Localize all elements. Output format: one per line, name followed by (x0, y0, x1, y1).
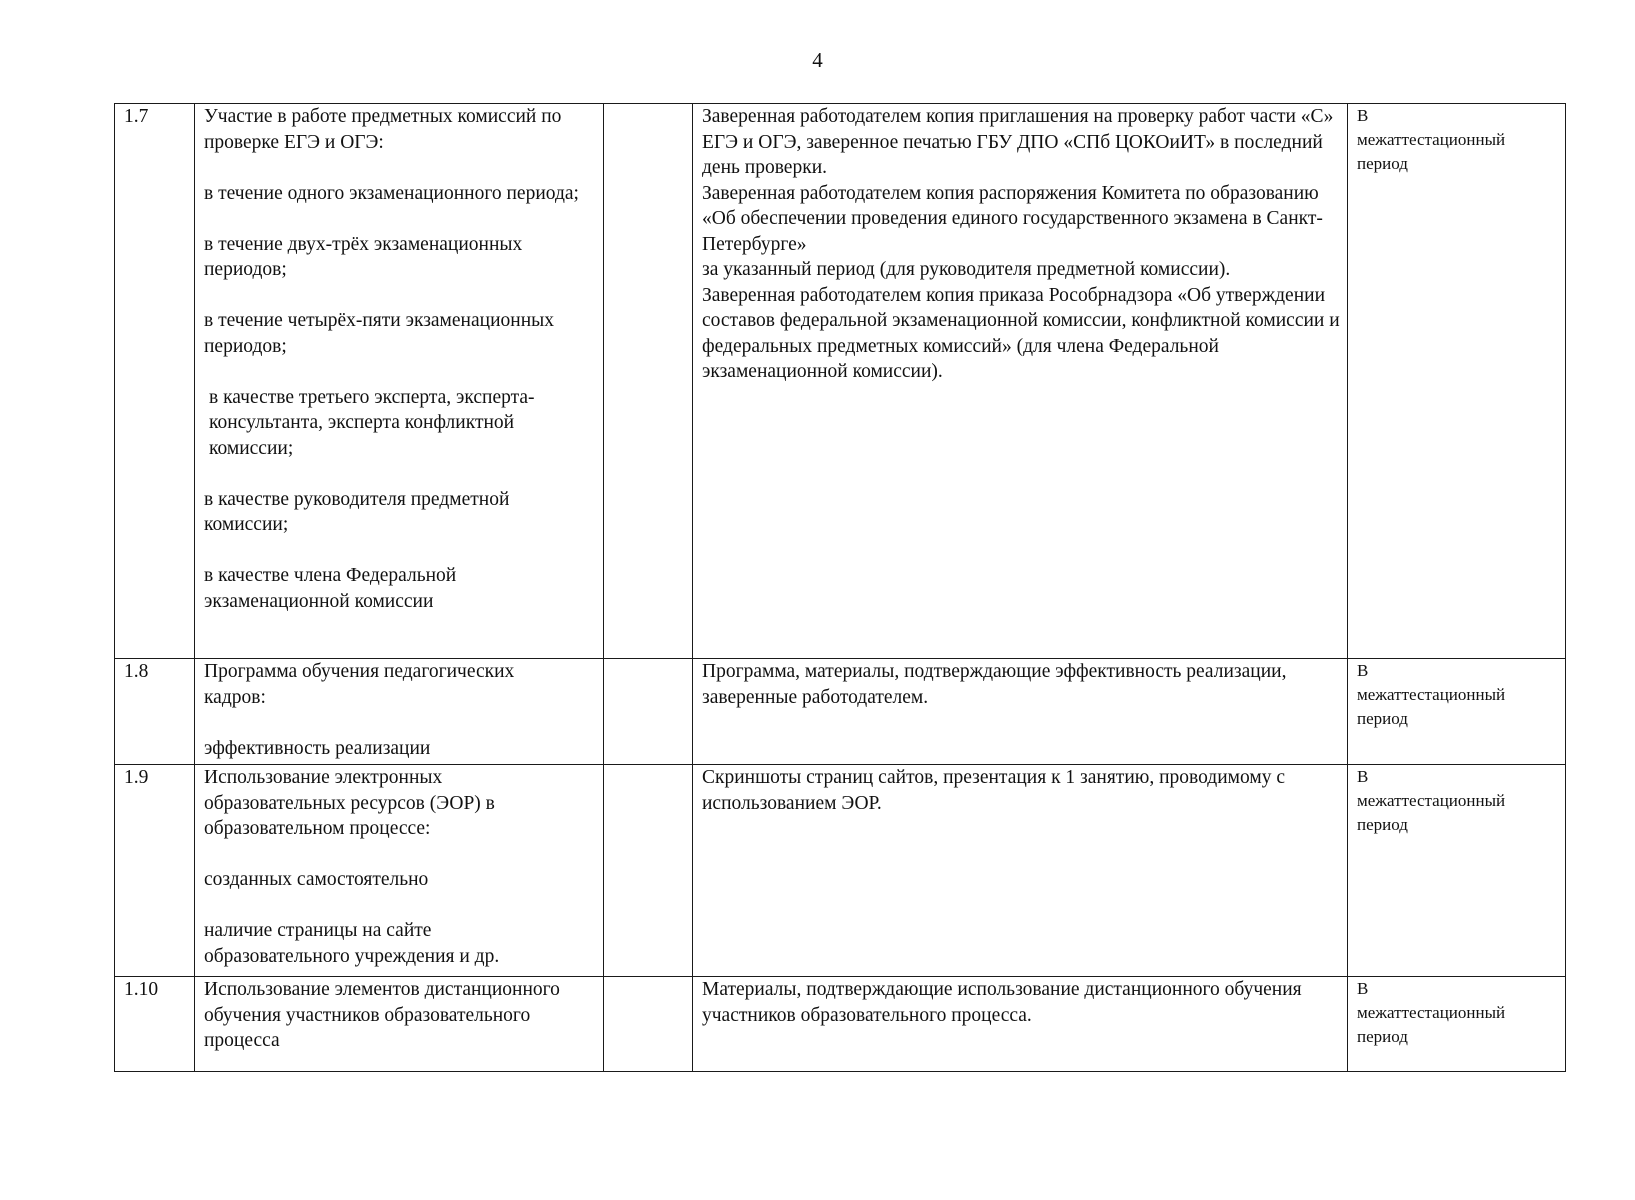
table-row (115, 104, 1566, 659)
criterion-item: в течение четырёх-пяти экзаменационных периодов; (204, 310, 554, 357)
criterion-heading: Программа обучения педагогических кадров: (204, 661, 515, 708)
row-number: 1.9 (115, 765, 195, 977)
term-text: В (1357, 767, 1369, 786)
criterion-item: в качестве члена Федеральной экзаменационной комиссии (204, 565, 457, 612)
criteria-table (114, 103, 1566, 1072)
term-cell (1348, 659, 1566, 765)
page-number: 4 (812, 48, 823, 72)
term-text: межаттестационный (1357, 1003, 1506, 1022)
criterion-item: созданных самостоятельно (204, 869, 429, 890)
criterion-heading: Использование электронных образовательных ресурсов (ЭОР) в образовательном процессе: (204, 767, 495, 839)
term-text: межаттестационный (1357, 791, 1506, 810)
score-cell (604, 659, 693, 765)
score-cell (604, 765, 693, 977)
row-number: 1.10 (115, 977, 195, 1072)
table-row (115, 765, 1566, 977)
score-cell (604, 104, 693, 659)
term-cell (1348, 765, 1566, 977)
criterion-heading: Использование элементов дистанционного обучения участников образовательного процесса (204, 979, 560, 1051)
criterion-item: эффективность реализации (204, 737, 431, 759)
row-number: 1.8 (115, 659, 195, 765)
criterion-item: в течение двух-трёх экзаменационных периодов; (204, 233, 523, 280)
criterion-cell (195, 659, 604, 765)
document-text: Программа, материалы, подтверждающие эффективность реализации, заверенные работодателем. (702, 661, 1287, 708)
document-text: Скриншоты страниц сайтов, презентация к 1 занятию, проводимому с использованием ЭОР. (702, 767, 1285, 814)
term-text: В (1357, 106, 1369, 125)
criterion-item: в качестве руководителя предметной комиссии; (204, 488, 510, 535)
score-cell (604, 977, 693, 1072)
term-text: межаттестационный (1357, 685, 1506, 704)
criterion-cell (195, 977, 604, 1072)
term-text: период (1357, 709, 1408, 728)
criterion-heading: Участие в работе предметных комиссий по проверке ЕГЭ и ОГЭ: (204, 106, 562, 153)
document-text: Заверенная работодателем копия распоряжения Комитета по образованию «Об обеспечении проведения единого государственного экзамена в Санкт-Петербурге» (702, 182, 1323, 255)
table-row (115, 659, 1566, 765)
criterion-cell (195, 765, 604, 977)
criterion-cell (195, 104, 604, 659)
table-row (115, 977, 1566, 1072)
term-cell (1348, 104, 1566, 659)
term-text: межаттестационный (1357, 130, 1506, 149)
term-text: период (1357, 815, 1408, 834)
term-text: период (1357, 1027, 1408, 1046)
documents-cell (693, 765, 1348, 977)
term-text: В (1357, 979, 1369, 998)
document-text: Заверенная работодателем копия приглашения на проверку работ части «С» ЕГЭ и ОГЭ, заверенное печатью ГБУ ДПО «СПб ЦОКОиИТ» в последний день проверки. (702, 106, 1334, 178)
criterion-item: наличие страницы на сайте образовательного учреждения и др. (204, 920, 500, 967)
criterion-item: в качестве третьего эксперта, эксперта-консультанта, эксперта конфликтной комиссии; (209, 386, 535, 459)
row-number: 1.7 (115, 104, 195, 659)
criterion-item: в течение одного экзаменационного периода; (204, 182, 579, 204)
term-text: В (1357, 661, 1369, 680)
document-text: Материалы, подтверждающие использование дистанционного обучения участников образовательного процесса. (702, 979, 1302, 1026)
document-text: Заверенная работодателем копия приказа Рособрнадзора «Об утверждении составов федеральной экзаменационной комиссии, конфликтной комиссии и федеральных предметных комиссий» (для члена Федеральной экзаменационной комиссии). (702, 284, 1340, 382)
documents-cell (693, 977, 1348, 1072)
documents-cell (693, 659, 1348, 765)
term-text: период (1357, 154, 1408, 173)
document-text: за указанный период (для руководителя предметной комиссии). (702, 259, 1231, 280)
documents-cell (693, 104, 1348, 659)
term-cell (1348, 977, 1566, 1072)
